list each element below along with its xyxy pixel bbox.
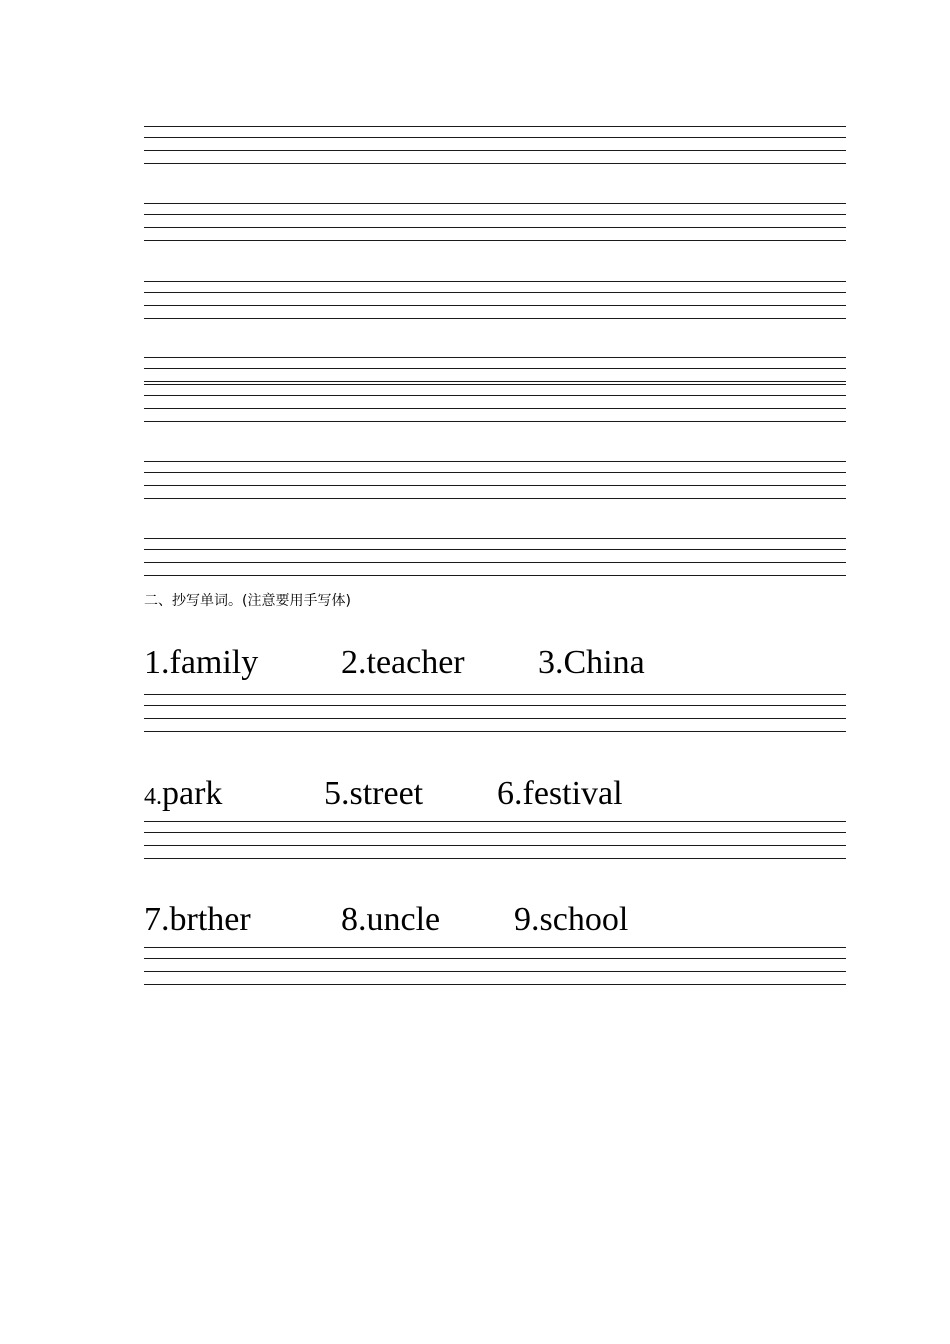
word-brther: 7.brther	[144, 901, 251, 938]
writing-staff-row-3	[144, 947, 846, 987]
writing-staff-2	[144, 203, 846, 243]
writing-staff-3	[144, 281, 846, 321]
word-china: 3.China	[538, 644, 645, 681]
word-park-text: park	[162, 775, 223, 812]
word-uncle: 8.uncle	[341, 901, 441, 938]
word-teacher: 2.teacher	[341, 644, 465, 681]
writing-staff-row-2	[144, 821, 846, 861]
section-title: 二、抄写单词。(注意要用手写体)	[144, 593, 351, 609]
writing-staff-row-1	[144, 694, 846, 734]
word-family: 1.family	[144, 644, 259, 681]
word-park-number: 4.	[144, 784, 162, 810]
writing-staff-5	[144, 384, 846, 424]
writing-staff-1	[144, 126, 846, 166]
word-park	[144, 777, 222, 811]
word-school: 9.school	[514, 901, 629, 938]
word-festival: 6.festival	[497, 775, 623, 812]
word-street: 5.street	[324, 775, 424, 812]
writing-staff-6	[144, 461, 846, 501]
writing-staff-7	[144, 538, 846, 578]
